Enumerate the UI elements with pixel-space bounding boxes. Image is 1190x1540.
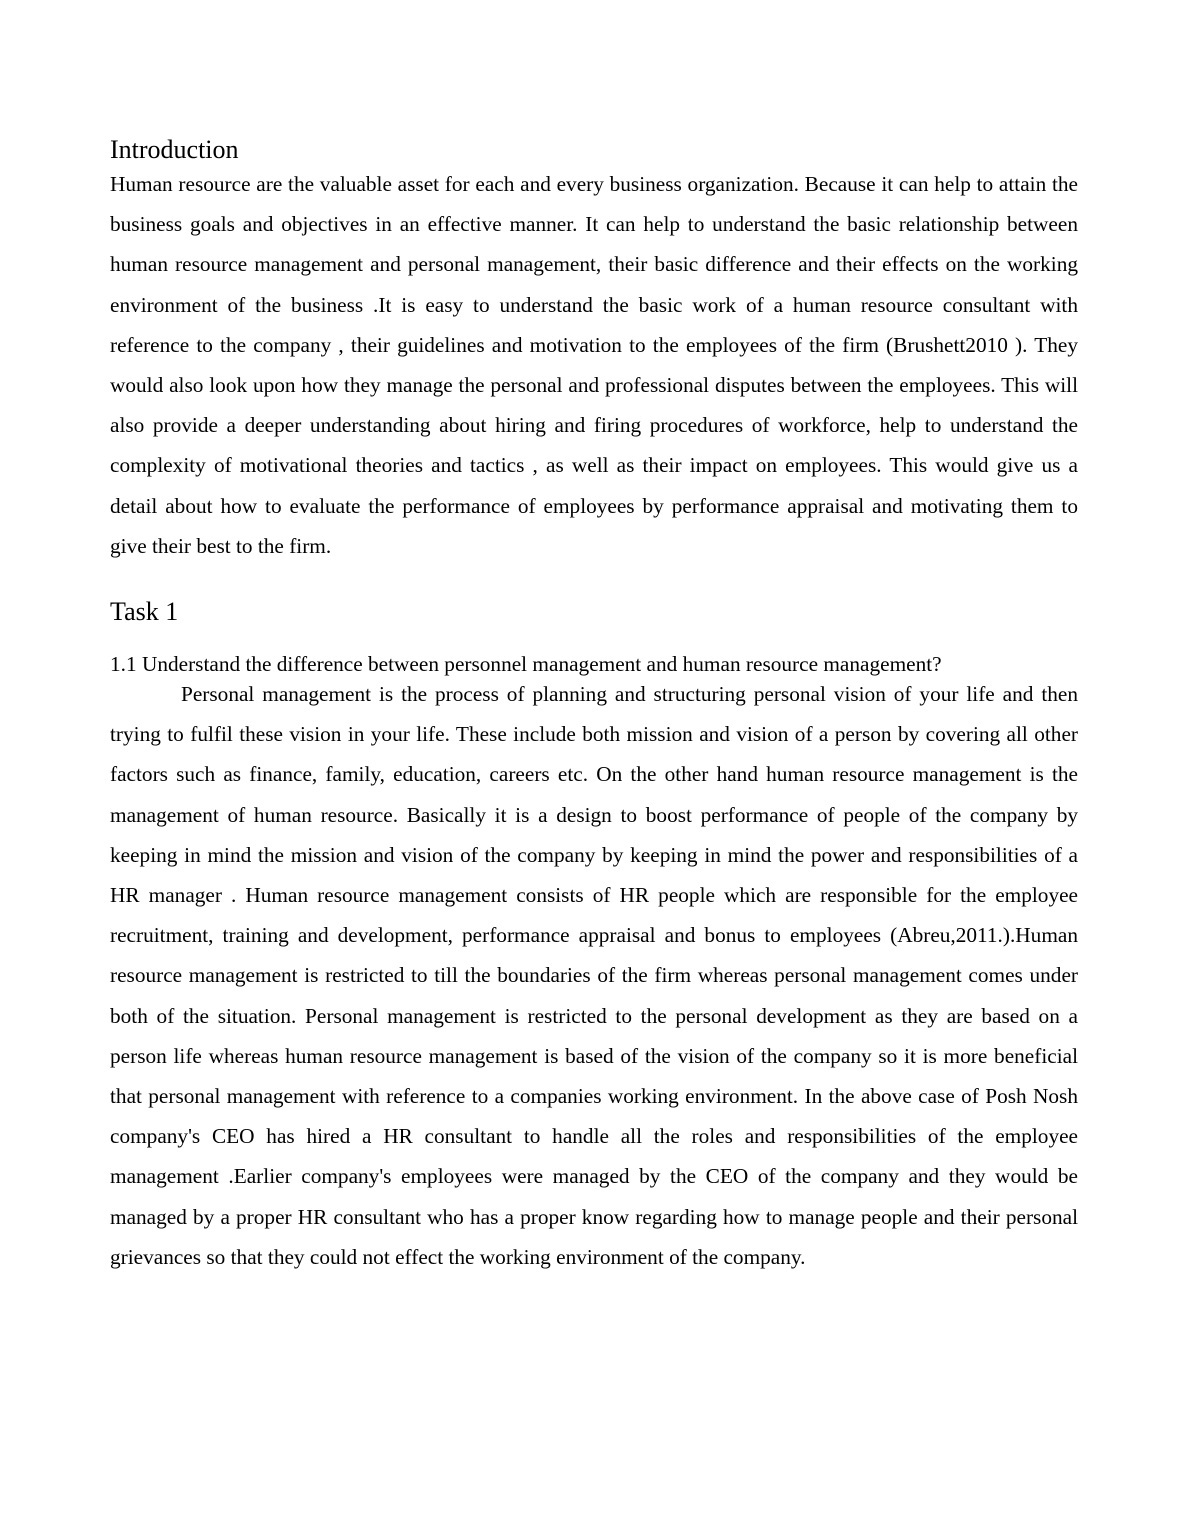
document-page bbox=[110, 134, 1078, 1277]
introduction-paragraph: Human resource are the valuable asset for each and every business organization. Because it can help to attain the business goals and objectives in an effective manner. It can help to understand the basic relationship between human resource management and personal management, their basic difference and their effects on the working environment of the business .It is easy to understand the basic work of a human resource consultant with reference to the company , their guidelines and motivation to the employees of the firm (Brushett2010 ). They would also look upon how they manage the personal and professional disputes between the employees. This will also provide a deeper understanding about hiring and firing procedures of workforce, help to understand the complexity of motivational theories and tactics , as well as their impact on employees. This would give us a detail about how to evaluate the performance of employees by performance appraisal and motivating them to give their best to the firm. bbox=[110, 172, 1078, 558]
introduction-heading: Introduction bbox=[110, 135, 239, 164]
task1-paragraph: Personal management is the process of planning and structuring personal vision of your life and then trying to fulfil these vision in your life. These include both mission and vision of a person by covering all other factors such as finance, family, education, careers etc. On the other hand human resource management is the management of human resource. Basically it is a design to boost performance of people of the company by keeping in mind the mission and vision of the company by keeping in mind the power and responsibilities of a HR manager . Human resource management consists of HR people which are responsible for the employee recruitment, training and development, performance appraisal and bonus to employees (Abreu,2011.).Human resource management is restricted to till the boundaries of the firm whereas personal management comes under both of the situation. Personal management is restricted to the personal development as they are based on a person life whereas human resource management is based of the vision of the company so it is more beneficial that personal management with reference to a companies working environment. In the above case of Posh Nosh company's CEO has hired a HR consultant to handle all the roles and responsibilities of the employee management .Earlier company's employees were managed by the CEO of the company and they would be managed by a proper HR consultant who has a proper know regarding how to manage people and their personal grievances so that they could not effect the working environment of the company. bbox=[110, 682, 1078, 1269]
task1-question: 1.1 Understand the difference between personnel management and human resource management? bbox=[110, 652, 942, 677]
task1-heading: Task 1 bbox=[110, 597, 179, 627]
